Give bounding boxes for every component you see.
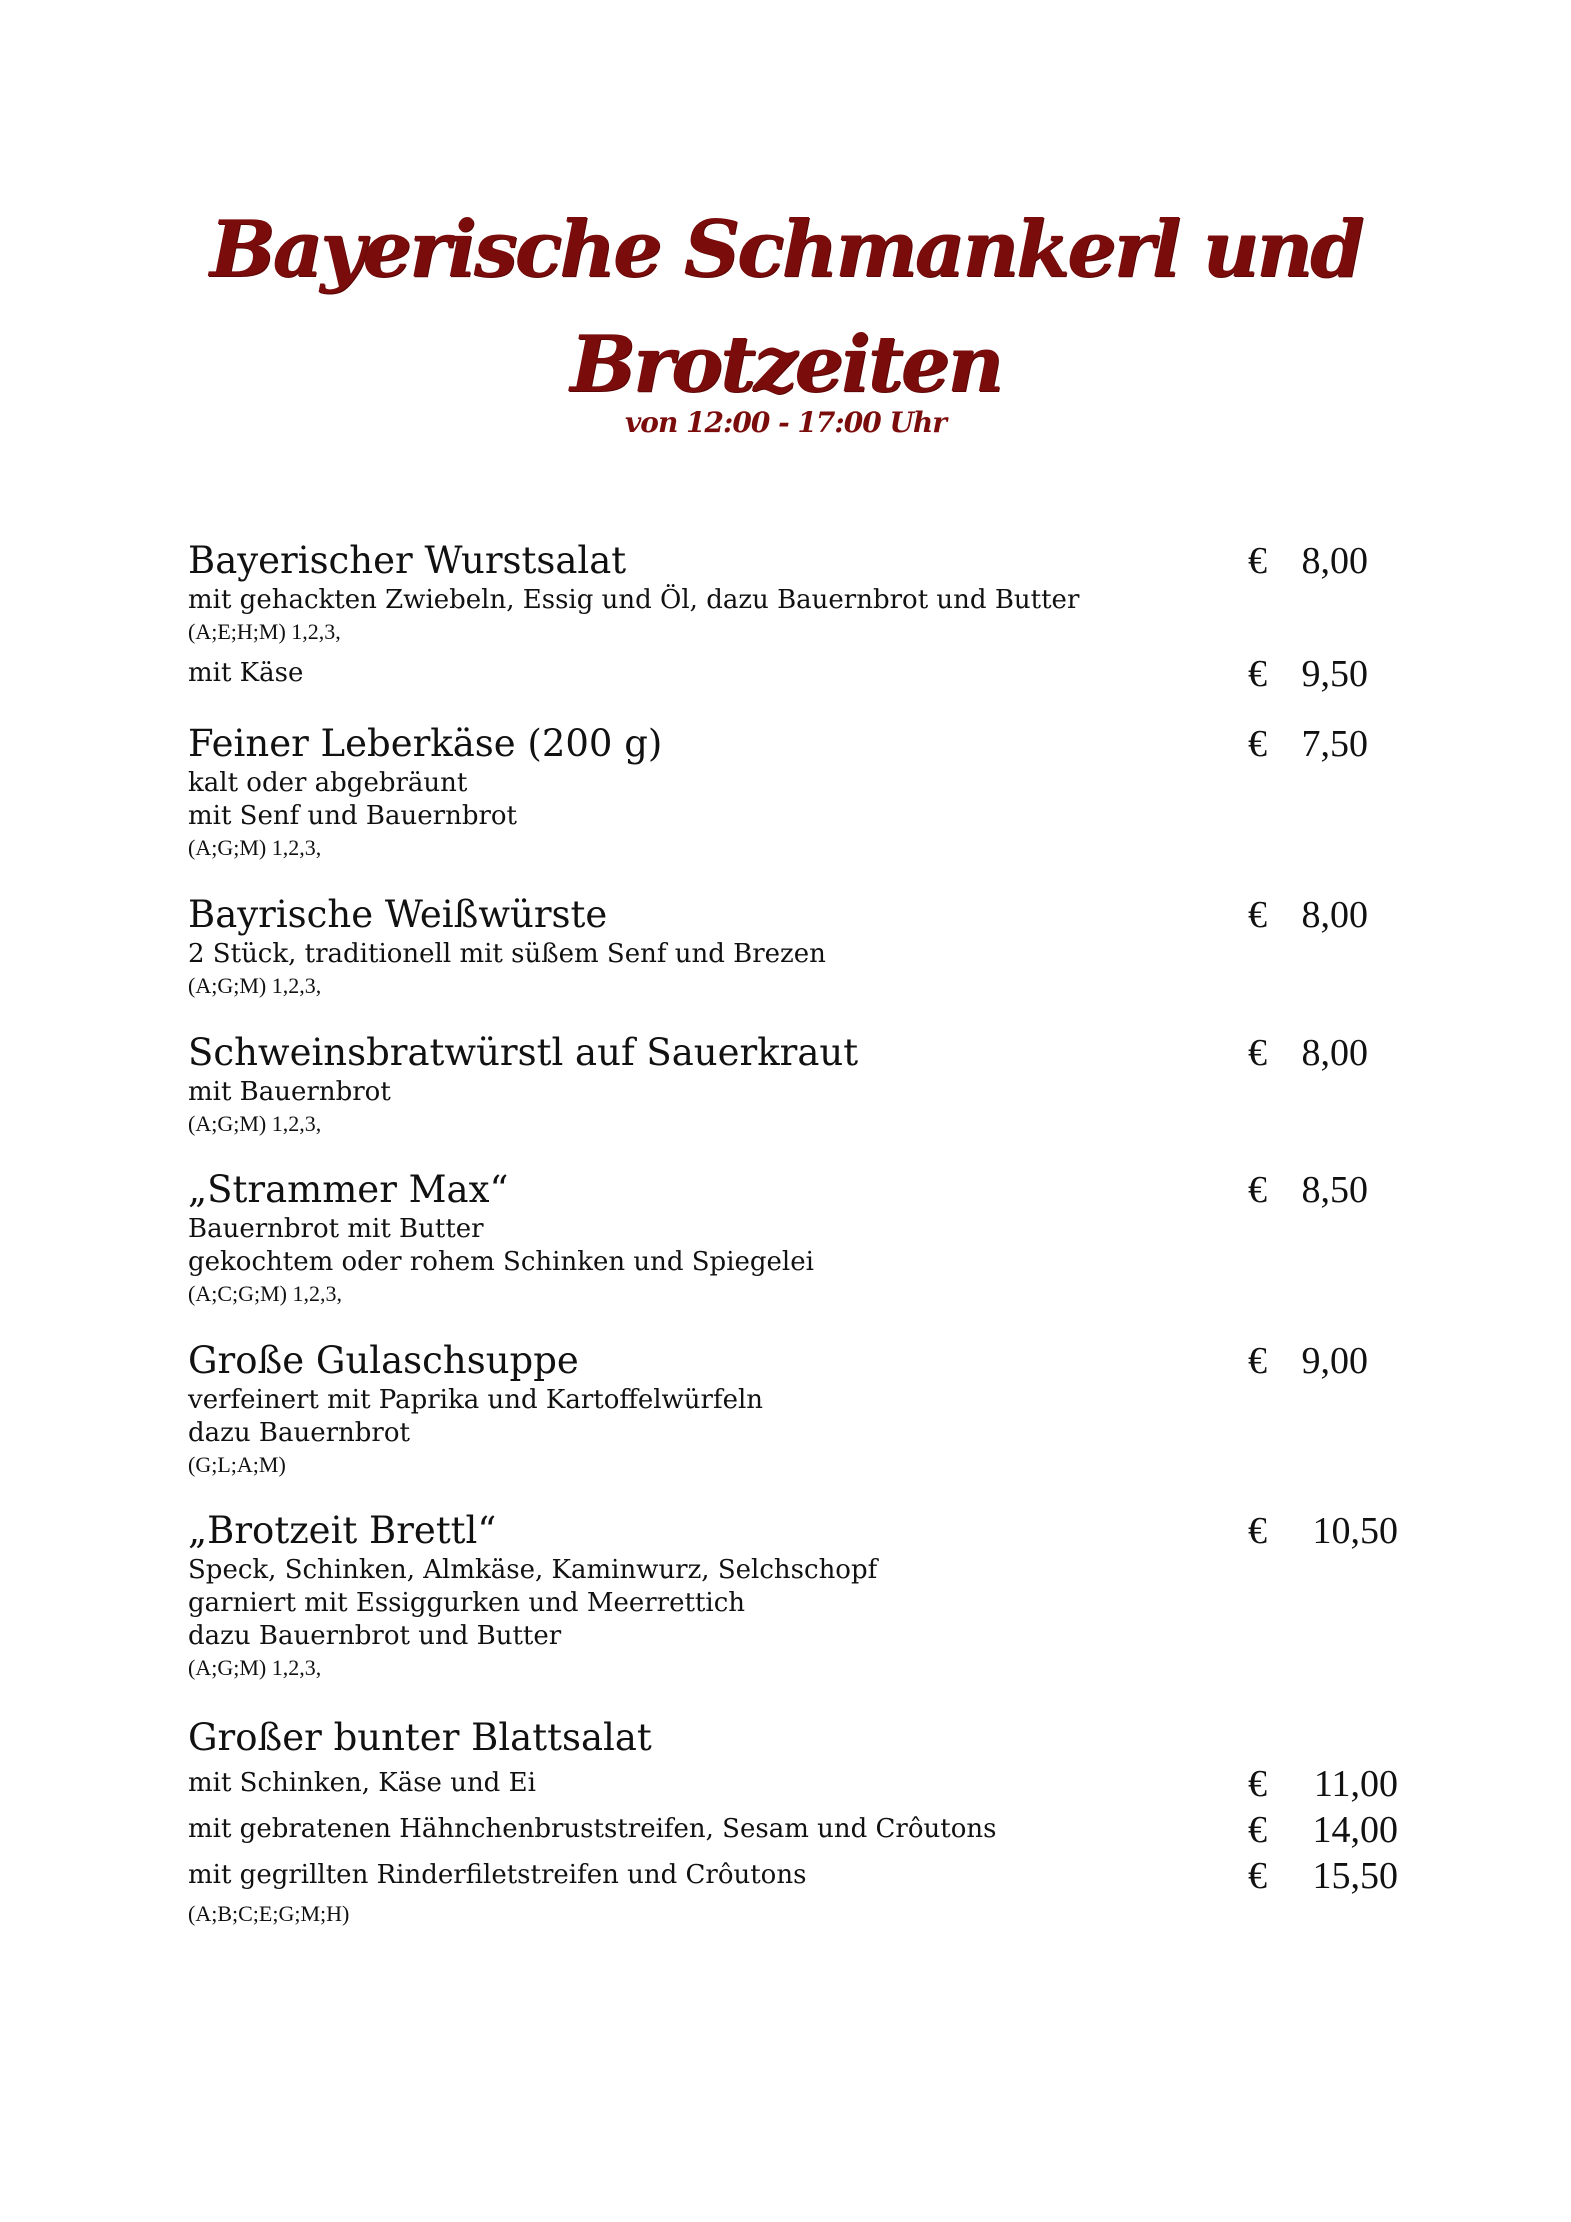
item-description: mit gehackten Zwiebeln, Essig und Öl, dazu Bauernbrot und Butter <box>188 585 1080 615</box>
item-description: Bauernbrot mit Butter <box>188 1214 484 1244</box>
price-amount: 10,50 <box>1312 1510 1398 1552</box>
currency-symbol: € <box>1248 1169 1267 1211</box>
currency-symbol: € <box>1248 1855 1267 1897</box>
option-label: mit Schinken, Käse und Ei <box>188 1768 536 1798</box>
menu-title-line-2: Brotzeiten <box>570 319 1001 410</box>
item-description: dazu Bauernbrot und Butter <box>188 1621 562 1651</box>
currency-symbol: € <box>1248 894 1267 936</box>
option-label: mit gegrillten Rinderfiletstreifen und Crôutons <box>188 1860 807 1890</box>
price-amount: 7,50 <box>1301 723 1368 765</box>
price-amount: 15,50 <box>1312 1855 1398 1897</box>
option-price <box>1248 1807 1398 1853</box>
item-name: „Brotzeit Brettl“ <box>188 1509 497 1552</box>
price-amount: 14,00 <box>1312 1809 1398 1851</box>
price-amount: 8,00 <box>1301 1032 1368 1074</box>
item-allergens: (A;G;M) 1,2,3, <box>188 1111 322 1136</box>
currency-symbol: € <box>1248 1510 1267 1552</box>
item-description: gekochtem oder rohem Schinken und Spiegelei <box>188 1247 814 1277</box>
price-amount: 9,00 <box>1301 1340 1368 1382</box>
item-price <box>1248 1508 1398 1554</box>
item-description: mit Bauernbrot <box>188 1077 391 1107</box>
currency-symbol: € <box>1248 1032 1267 1074</box>
menu-item-blattsalat <box>188 1715 1398 1929</box>
menu-item-brotzeit-brettl <box>188 1508 1398 1683</box>
item-description: Speck, Schinken, Almkäse, Kaminwurz, Selchschopf <box>188 1555 878 1585</box>
item-allergens: (A;G;M) 1,2,3, <box>188 1655 322 1680</box>
item-option <box>188 1807 1398 1853</box>
item-allergens: (G;L;A;M) <box>188 1452 286 1477</box>
menu-item-leberkaese <box>188 721 1398 863</box>
item-allergens: (A;C;G;M) 1,2,3, <box>188 1281 342 1306</box>
item-allergens: (A;G;M) 1,2,3, <box>188 973 322 998</box>
item-description: garniert mit Essiggurken und Meerrettich <box>188 1588 745 1618</box>
menu-item-strammer-max <box>188 1167 1398 1309</box>
currency-symbol: € <box>1248 653 1267 695</box>
currency-symbol: € <box>1248 540 1267 582</box>
item-price <box>1248 1338 1398 1384</box>
item-description: dazu Bauernbrot <box>188 1418 410 1448</box>
item-allergens: (A;B;C;E;G;M;H) <box>188 1901 350 1926</box>
currency-symbol: € <box>1248 1763 1267 1805</box>
price-amount: 9,50 <box>1301 653 1368 695</box>
item-price <box>1248 721 1398 767</box>
item-name: „Strammer Max“ <box>188 1168 509 1211</box>
item-description: mit Senf und Bauernbrot <box>188 801 517 831</box>
item-name: Bayrische Weißwürste <box>188 893 608 936</box>
price-amount: 8,00 <box>1301 894 1368 936</box>
item-name: Große Gulaschsuppe <box>188 1339 579 1382</box>
item-option-with-cheese <box>188 651 1398 697</box>
item-price <box>1248 538 1398 584</box>
item-price <box>1248 1167 1398 1213</box>
item-description: kalt oder abgebräunt <box>188 768 468 798</box>
option-label: mit gebratenen Hähnchenbruststreifen, Sesam und Crôutons <box>188 1814 997 1844</box>
menu-item-gulaschsuppe <box>188 1338 1398 1480</box>
menu-item-bratwuerstl <box>188 1030 1398 1139</box>
item-description: 2 Stück, traditionell mit süßem Senf und Brezen <box>188 939 826 969</box>
item-name: Schweinsbratwürstl auf Sauerkraut <box>188 1031 859 1074</box>
item-allergens: (A;E;H;M) 1,2,3, <box>188 619 341 644</box>
item-option <box>188 1853 1398 1899</box>
item-price <box>1248 1030 1398 1076</box>
price-amount: 8,50 <box>1301 1169 1368 1211</box>
price-amount: 8,00 <box>1301 540 1368 582</box>
item-price <box>1248 892 1398 938</box>
item-name: Großer bunter Blattsalat <box>188 1716 652 1759</box>
option-price <box>1248 1853 1398 1899</box>
menu-title-line-1: Bayerische Schmankerl und <box>209 204 1362 295</box>
item-allergens: (A;G;M) 1,2,3, <box>188 835 322 860</box>
item-option <box>188 1761 1398 1807</box>
item-name: Feiner Leberkäse (200 g) <box>188 722 663 765</box>
option-label: mit Käse <box>188 658 304 688</box>
serving-hours: von 12:00 - 17:00 Uhr <box>625 406 946 439</box>
price-amount: 11,00 <box>1313 1763 1398 1805</box>
option-price <box>1248 1761 1398 1807</box>
currency-symbol: € <box>1248 1809 1267 1851</box>
currency-symbol: € <box>1248 1340 1267 1382</box>
menu-item-wurstsalat <box>188 538 1398 697</box>
currency-symbol: € <box>1248 723 1267 765</box>
item-description: verfeinert mit Paprika und Kartoffelwürfeln <box>188 1385 764 1415</box>
menu-item-weisswuerste <box>188 892 1398 1001</box>
item-name: Bayerischer Wurstsalat <box>188 539 627 582</box>
option-price <box>1248 651 1398 697</box>
